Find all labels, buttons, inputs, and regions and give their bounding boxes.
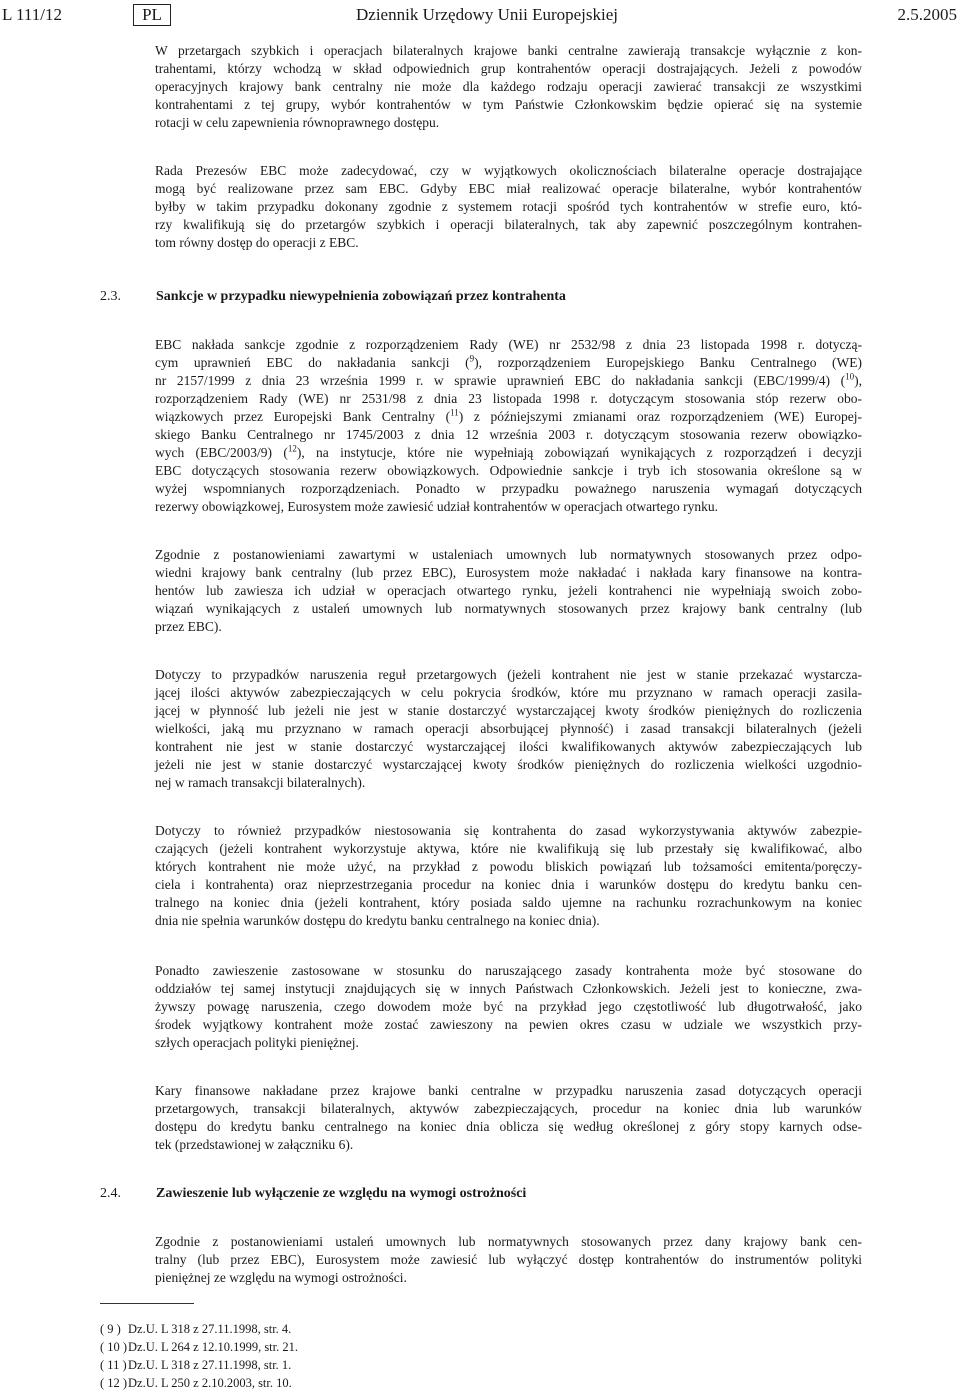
text-line: oddziałów tej samej instytucji znajdujących się w innych Państwach Członkowskich. Jeżeli jest to konieczne, zwa- bbox=[155, 981, 862, 996]
text-line: kontrahentami z tej grupy, wybór kontrahentów w tym Państwie Członkowskim będzie opierać się na systemie bbox=[155, 97, 862, 112]
language-box: PL bbox=[133, 4, 171, 26]
paragraph-sanctions bbox=[155, 336, 862, 516]
text-line: tralnego na koniec dnia (jeżeli kontrahent, który posiada saldo ujemne na rachunku rozrachunkowym na koniec bbox=[155, 895, 862, 910]
section-title: Zawieszenie lub wyłączenie ze względu na wymogi ostrożności bbox=[156, 1186, 527, 1201]
text-line: skiego Banku Centralnego nr 1745/2003 z dnia 12 września 2003 r. dotyczącym stosowania rezerw obowiązko- bbox=[155, 427, 862, 442]
text-line: Zgodnie z postanowieniami ustaleń umownych lub normatywnych stosowanych przez dany krajowy bank cen- bbox=[155, 1234, 862, 1249]
footnote-ref[interactable]: 12 bbox=[287, 443, 297, 454]
footnote-text: Dz.U. L 264 z 12.10.1999, str. 21. bbox=[128, 1340, 299, 1354]
footnote-divider bbox=[100, 1303, 194, 1304]
publication-date: 2.5.2005 bbox=[897, 5, 957, 24]
text-line: rzy kwalifikują się do przetargów szybkich i operacji bilateralnych, tak aby zapewnić poszczególnym kontrahen- bbox=[155, 217, 862, 232]
text-line: EBC nakłada sankcje zgodnie z rozporządzeniem Rady (WE) nr 2532/98 z dnia 23 listopada 1998 r. dotyczą- bbox=[155, 337, 862, 352]
text-line: jącej w płynność lub jeżeli nie jest w stanie dostarczyć wystarczającej kwoty środków pieniężnych do rozliczenia bbox=[155, 703, 862, 718]
paragraph-suspension bbox=[155, 962, 862, 1052]
text-line: tek (przedstawionej w załączniku 6). bbox=[155, 1137, 354, 1152]
footnote-marker: ( 12 ) bbox=[100, 1376, 128, 1390]
paragraph-prudential bbox=[155, 1233, 862, 1287]
text-line: przetargowych, transakcji bilateralnych, aktywów zabezpieczających, procedur na koniec dnia lub warunków bbox=[155, 1101, 862, 1116]
text-line: Dotyczy to również przypadków niestosowania się kontrahenta do zasad wykorzystywania aktywów zabezpie- bbox=[155, 823, 862, 838]
text-line: dnia nie spełnia warunków dostępu do kredytu banku centralnego na koniec dnia). bbox=[155, 913, 600, 928]
footnote-ref[interactable]: 10 bbox=[845, 371, 855, 382]
text-line: W przetargach szybkich i operacjach bilateralnych krajowe banki centralne zawierają transakcje wyłącznie z kon- bbox=[155, 43, 862, 58]
text-line: nej w ramach transakcji bilateralnych). bbox=[155, 775, 366, 790]
footnote-text: Dz.U. L 318 z 27.11.1998, str. 1. bbox=[128, 1358, 292, 1372]
text-line: rozporządzeniem Rady (WE) nr 2531/98 z dnia 23 listopada 1998 r. dotyczącym stosowania stóp rezerw obo- bbox=[155, 391, 862, 406]
footnote-marker: ( 9 ) bbox=[100, 1322, 121, 1336]
text-line: nr 2157/1999 z dnia 23 września 1999 r. w sprawie uprawnień EBC do nakładania sankcji (EBC/1999/4) ($^{10}$), bbox=[155, 371, 862, 388]
text-line: Kary finansowe nakładane przez krajowe banki centralne w przypadku naruszenia zasad dotyczących operacji bbox=[155, 1083, 862, 1098]
text-line: Dotyczy to przypadków naruszenia reguł przetargowych (jeżeli kontrahent nie jest w stanie przekazać wystarcza- bbox=[155, 667, 862, 682]
section-number: 2.3. bbox=[100, 289, 121, 304]
text-line: tralny (lub przez EBC), Eurosystem może zawiesić lub wyłączyć dostęp kontrahentów do instrumentów polityki bbox=[155, 1252, 862, 1267]
text-line: hentów lub zawiesza ich udział w operacjach otwartego rynku, jeżeli kontrahenci nie wypełniają swoich zobo- bbox=[155, 583, 862, 598]
text-line: rezerwy obowiązkowej, Eurosystem może zawiesić udział kontrahentów w operacjach otwartego rynku. bbox=[155, 499, 719, 514]
text-line: których kontrahent nie może użyć, na przykład z powodu bliskich powiązań lub tożsamości emitenta/poręczy- bbox=[155, 859, 862, 874]
footnote-ref[interactable]: 9 bbox=[469, 353, 475, 364]
text-line: trahentami, którzy wchodzą w skład odpowiednich grup kontrahentów operacji dostrajających. Jeżeli z powodów bbox=[155, 61, 862, 76]
text-line: wiązań wynikających z ustaleń umownych lub normatywnych stosowanych przez krajowy bank centralny (lub bbox=[155, 601, 862, 616]
text-line: EBC dotyczących stosowania rezerw obowiązkowych. Odpowiednie sankcje i tryb ich stosowania określone są w bbox=[155, 463, 862, 478]
text-line: Ponadto zawieszenie zastosowane w stosunku do naruszającego zasady kontrahenta może być stosowane do bbox=[155, 963, 862, 978]
paragraph-penalty-interest bbox=[155, 1082, 862, 1154]
text-line: jeżeli nie jest w stanie dostarczyć wystarczającej kwoty środków pieniężnych do rozliczenia wielkości uzgodnio- bbox=[155, 757, 862, 772]
section-title: Sankcje w przypadku niewypełnienia zobowiązań przez kontrahenta bbox=[156, 289, 566, 304]
footnote-ref[interactable]: 11 bbox=[450, 407, 459, 418]
section-number: 2.4. bbox=[100, 1186, 121, 1201]
text-line: pieniężnej ze względu na wymogi ostrożności. bbox=[155, 1270, 407, 1285]
page-header bbox=[0, 4, 960, 26]
paragraph-penalties bbox=[155, 546, 862, 636]
text-line: tom równy dostęp do operacji z EBC. bbox=[155, 235, 359, 250]
text-line: wielkości, jaką mu przyznano w ramach operacji absorbującej płynność) i zasad transakcji bilateralnych (jeżeli bbox=[155, 721, 862, 736]
text-line: czających (jeżeli kontrahent wykorzystuje aktywa, które nie kwalifikują się lub przestały się kwalifikować, albo bbox=[155, 841, 862, 856]
footnote-text: Dz.U. L 318 z 27.11.1998, str. 4. bbox=[128, 1322, 292, 1336]
text-line: Zgodnie z postanowieniami zawartymi w ustaleniach umownych lub normatywnych stosowanych przez odpo- bbox=[155, 547, 862, 562]
paragraph-rotation bbox=[155, 42, 862, 132]
journal-title: Dziennik Urzędowy Unii Europejskiej bbox=[356, 5, 619, 24]
footnote-marker: ( 10 ) bbox=[100, 1340, 128, 1354]
text-line: środek wyjątkowy kontrahent może zostać zawieszony na pewien okres czasu w udziale we wszystkich przy- bbox=[155, 1017, 862, 1032]
text-line: Rada Prezesów EBC może zadecydować, czy w wyjątkowych okolicznościach bilateralne operacje dostrajające bbox=[155, 163, 862, 178]
text-line: rotacji w celu zapewnienia równoprawnego dostępu. bbox=[155, 115, 440, 130]
footnote-text: Dz.U. L 250 z 2.10.2003, str. 10. bbox=[128, 1376, 292, 1390]
text-line: wych (EBC/2003/9) ($^{12}$), na instytucje, które nie wypełniają zobowiązań wynikających z rozporządzeń i decyzji bbox=[155, 443, 862, 460]
text-line: przez EBC). bbox=[155, 619, 222, 634]
text-line: cym uprawnień EBC do nakładania sankcji ($^9$), rozporządzeniem Europejskiego Banku Centralnego (WE) bbox=[155, 353, 862, 370]
text-line: żywszy powagę naruszenia, czego dowodem może być na przykład jego częstotliwość lub długotrwałość, jako bbox=[155, 999, 862, 1014]
text-line: byłby w takim przypadku dokonany zgodnie z systemem rotacji spośród tych kontrahentów w strefie euro, któ- bbox=[155, 199, 862, 214]
text-line: mogą być realizowane przez sam EBC. Gdyby EBC miał realizować operacje bilateralne, wybór kontrahentów bbox=[155, 181, 862, 196]
text-line: wiązkowych przez Europejski Bank Centralny ($^{11}$) z późniejszymi zmianami oraz rozporządzeniem (WE) Europej- bbox=[155, 407, 862, 424]
text-line: wiedni krajowy bank centralny (lub przez EBC), Eurosystem może nakładać i nakłada kary finansowe na kontra- bbox=[155, 565, 862, 580]
text-line: operacyjnych krajowy bank centralny nie może dla każdego rodzaju operacji zawierać transakcji ze wszystkimi bbox=[155, 79, 862, 94]
text-line: jącej ilości aktywów zabezpieczających w celu pokrycia środków, które mu przyznano w ramach operacji zasila- bbox=[155, 685, 862, 700]
page-number: L 111/12 bbox=[2, 5, 62, 24]
paragraph-tender-rules bbox=[155, 666, 862, 792]
paragraph-ecb-bilateral bbox=[155, 162, 862, 252]
footnote-marker: ( 11 ) bbox=[100, 1358, 127, 1372]
text-line: ciela i kontrahenta) oraz nieprzestrzegania procedur na koniec dnia i warunków dostępu do kredytu banku cen- bbox=[155, 877, 862, 892]
text-line: kontrahent nie jest w stanie dostarczyć wystarczającej ilości kwalifikowanych aktywów zabezpieczających lub bbox=[155, 739, 862, 754]
text-line: wyżej wspomnianych rozporządzeniach. Ponadto w przypadku poważnego naruszenia wymagań dotyczących bbox=[155, 481, 862, 496]
paragraph-collateral-rules bbox=[155, 822, 862, 930]
text-line: dostępu do kredytu banku centralnego na koniec dnia oblicza się według określonej z góry stopy karnych odse- bbox=[155, 1119, 862, 1134]
text-line: szłych operacjach polityki pieniężnej. bbox=[155, 1035, 359, 1050]
